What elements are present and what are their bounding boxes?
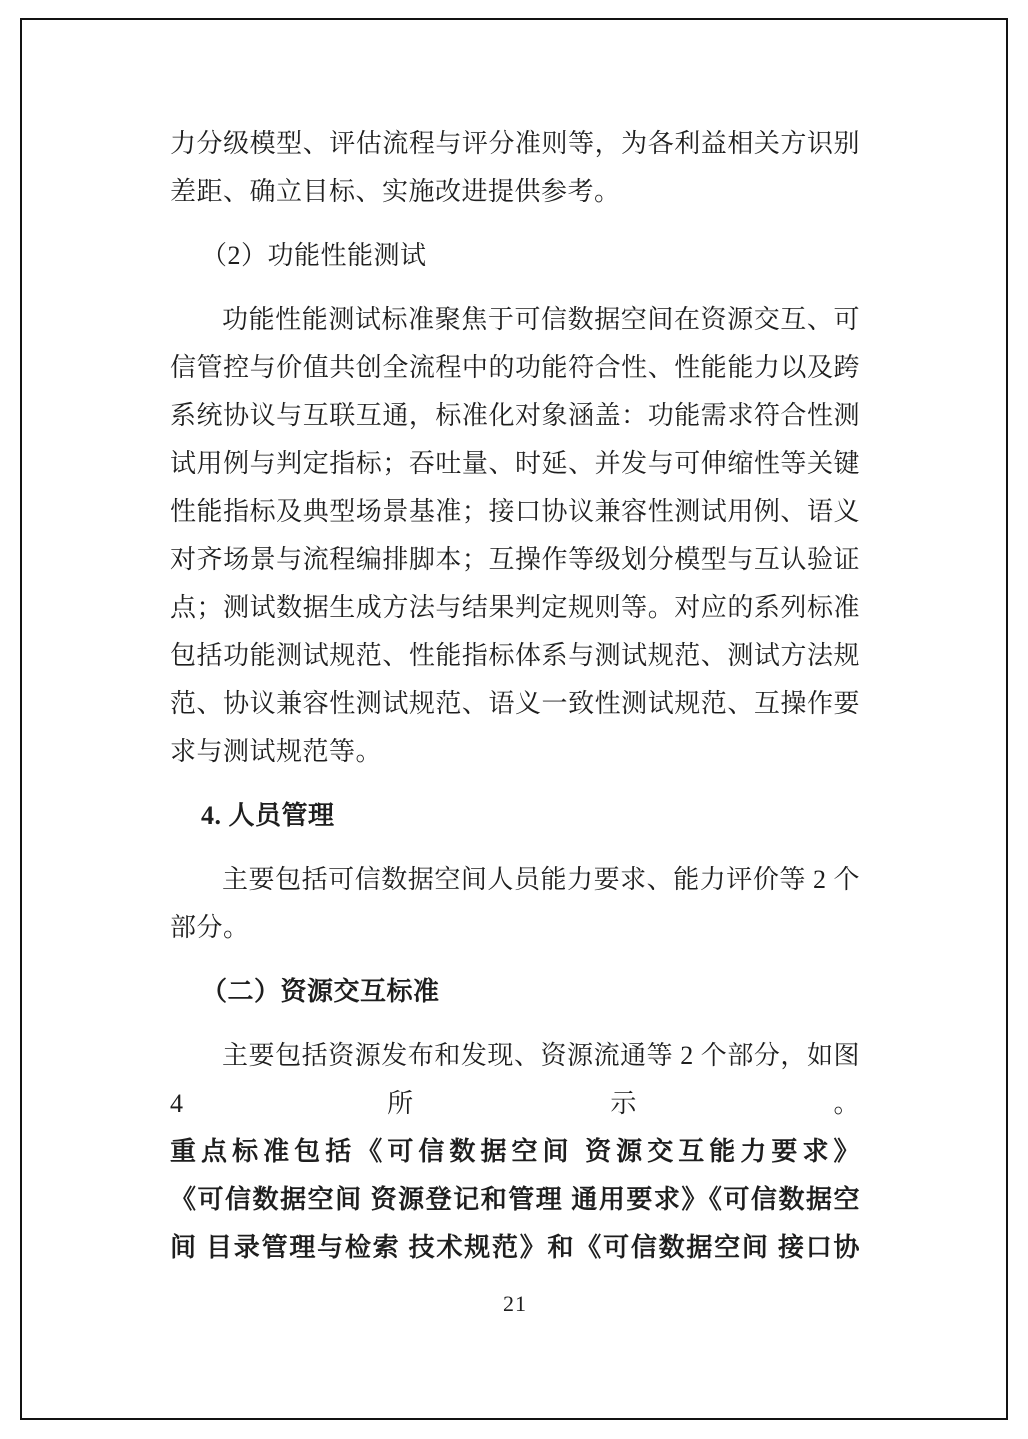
text-line: 间 目录管理与检索 技术规范》和《可信数据空间 接口协	[170, 1233, 860, 1262]
text-line: 部分。	[170, 913, 250, 942]
section-heading-personnel-management: 4. 人员管理	[201, 801, 335, 830]
text-segment-bold: 重点标准包括《可信数据空间 资源交互能力要求》	[170, 1137, 860, 1166]
text-line: 信管控与价值共创全流程中的功能符合性、性能能力以及跨	[170, 353, 860, 382]
text-line: 差距、确立目标、实施改进提供参考。	[170, 177, 621, 206]
text-line: 包括功能测试规范、性能指标体系与测试规范、测试方法规	[170, 641, 860, 670]
text-line: 力分级模型、评估流程与评分准则等，为各利益相关方识别	[170, 129, 860, 158]
text-line: 主要包括可信数据空间人员能力要求、能力评价等 2 个	[222, 865, 860, 894]
text-line: 《可信数据空间 资源登记和管理 通用要求》《可信数据空	[170, 1185, 860, 1214]
text-column	[170, 120, 860, 1326]
paragraph-personnel	[170, 856, 860, 952]
text-line: 对齐场景与流程编排脚本；互操作等级划分模型与互认验证	[170, 545, 860, 574]
text-line: 试用例与判定指标；吞吐量、时延、并发与可伸缩性等关键	[170, 449, 860, 478]
section-heading-function-performance-test: （2）功能性能测试	[201, 241, 427, 270]
text-line: 主要包括资源发布和发现、资源流通等 2 个部分，如图	[222, 1041, 860, 1070]
text-line: 系统协议与互联互通，标准化对象涵盖：功能需求符合性测	[170, 401, 860, 430]
section-heading-resource-interaction-standard: （二）资源交互标准	[201, 977, 440, 1006]
text-line: 功能性能测试标准聚焦于可信数据空间在资源交互、可	[222, 305, 860, 334]
text-segment-regular: 4 所示。	[170, 1089, 860, 1118]
paragraph-function-performance	[170, 296, 860, 776]
paragraph-resource-interaction	[170, 1032, 860, 1272]
paragraph-continuation	[170, 120, 860, 216]
text-line	[170, 1080, 860, 1176]
page-number: 21	[503, 1291, 527, 1316]
text-line: 范、协议兼容性测试规范、语义一致性测试规范、互操作要	[170, 689, 860, 718]
text-line: 点；测试数据生成方法与结果判定规则等。对应的系列标准	[170, 593, 860, 622]
text-line: 性能指标及典型场景基准；接口协议兼容性测试用例、语义	[170, 497, 860, 526]
text-line: 求与测试规范等。	[170, 737, 383, 766]
